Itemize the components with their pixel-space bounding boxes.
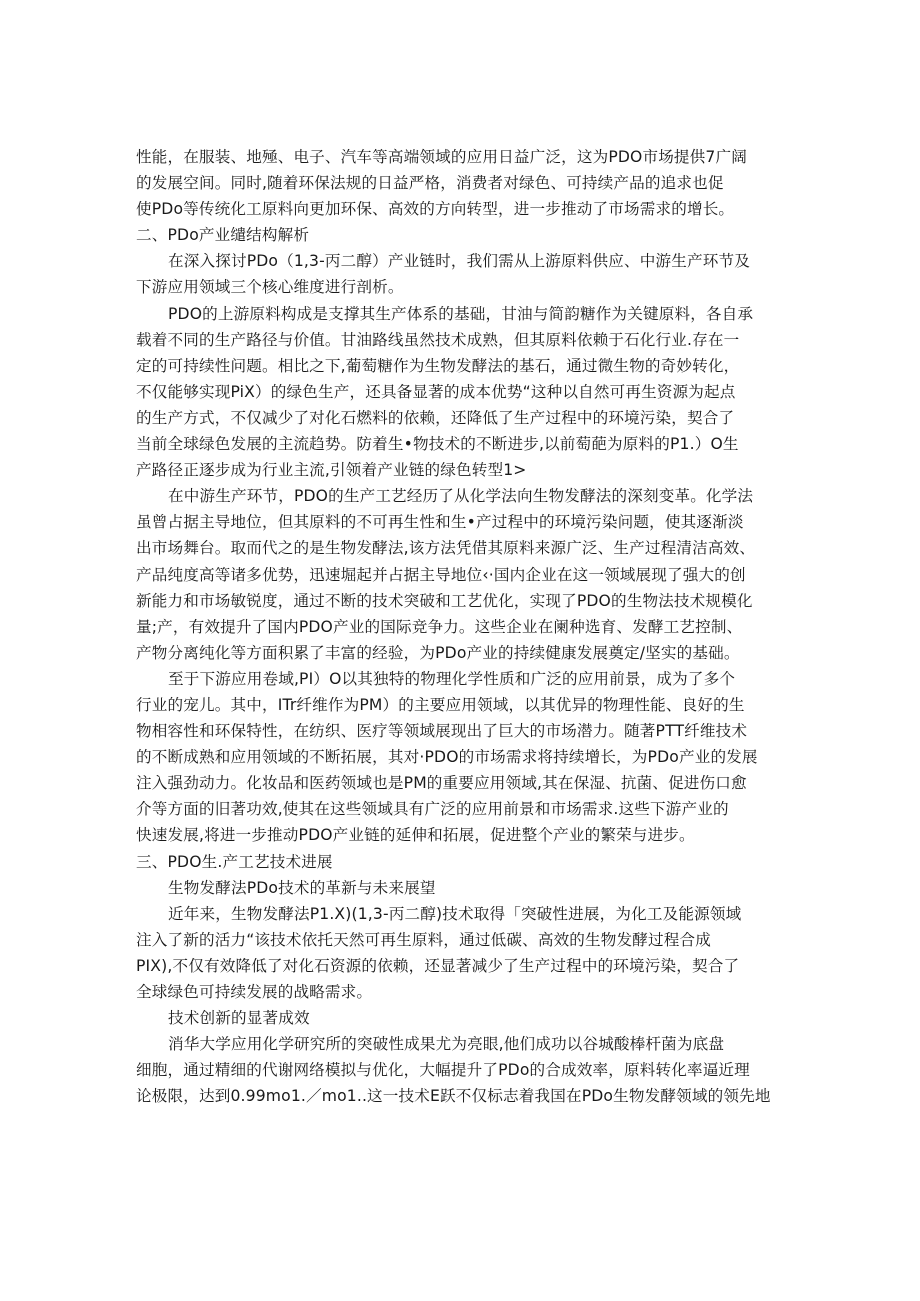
text-line: 技术创新的显著成效 (168, 1009, 310, 1028)
text-line: 快速发展,将进一步推动PDO产业链的延伸和拓展，促进整个产业的繁荣与进步。 (136, 826, 695, 845)
text-line: 性能，在服装、地殛、电子、汽车等高端领域的应用日益广泛，这为PDO市场提供7广阔 (136, 148, 747, 166)
text-line: 产物分离纯化等方面积累了丰富的经验，为PDo产业的持续健康发展奠定/坚实的基础。 (136, 643, 740, 662)
text-line: 定的可持续性问题。相比之下,葡萄糖作为生物发酵法的基石，通过微生物的奇妙转化， (136, 356, 740, 375)
text-line: 注入强劲动力。化妆品和医药领域也是PM的重要应用领域,其在保湿、抗菌、促进伤口愈 (136, 774, 747, 793)
text-line: 的生产方式，不仅减少了对化石燃料的依赖，还降低了生产过程中的环境污染，契合了 (136, 408, 735, 427)
text-line: 细胞，通过精细的代谢网络模拟与优化，大幅提升了PDo的合成效率，原料转化率逼近理 (136, 1061, 750, 1080)
text-line: 至于下游应用卷域,PI）O以其独特的物理化学性质和广泛的应用前景，成为了多个 (168, 669, 736, 688)
text-line: 新能力和市场敏锐度，通过不断的技术突破和工艺优化，实现了PDO的生物法技术规模化 (136, 591, 753, 610)
text-line: 使PDo等传统化工原料向更加环保、高效的方向转型，进一步推动了市场需求的增长。 (136, 200, 735, 219)
text-line: 近年来，生物发酵法P1.X)(1,3-丙二醇)技术取得「突破性进展，为化工及能源领域 (168, 904, 742, 923)
text-line: 当前全球绿色发展的主流趋势。防着生•物技术的不断进步,以前萄葩为原料的P1.）O生 (136, 435, 739, 454)
text-line: 三、PDO生.产工艺技术进展 (136, 852, 333, 871)
text-line: PIX),不仅有效降低了对化石资源的依赖，还显著减少了生产过程中的环境污染，契合了 (136, 956, 740, 975)
text-line: 物相容性和环保特性，在纺织、医疗等领域展现出了巨大的市场潜力。随著PTT纤维技术 (136, 722, 748, 741)
document-body (136, 144, 790, 1109)
text-line: 行业的宠儿。其中，ITr纤维作为PM）的主要应用领域，以其优异的物理性能、良好的生 (136, 695, 745, 714)
text-line: 产品纯度高等诸多优势，迅速堀起并占据主导地位‹·国内企业在这一领域展现了强大的创 (136, 565, 746, 584)
text-line: 在中游生产环节，PDO的生产工艺经历了从化学法向生物发酵法的深刻变革。化学法 (168, 487, 754, 506)
text-line: 的发展空间。同时,随着环保法规的日益严格，消费者对绿色、可持续产品的追求也促 (136, 174, 724, 193)
text-line: 出市场舞台。取而代之的是生物发酵法,该方法凭借其原料来源广泛、生产过程清洁高效、 (136, 539, 756, 558)
text-line: 量;产，有效提升了国内PDO产业的国际竞争力。这些企业在阑种选育、发酵工艺控制、 (136, 617, 743, 636)
text-line: PDO的上游原料构成是支撑其生产体系的基础，甘油与简韵糖作为关键原料，各自承 (168, 304, 754, 323)
text-line: 二、PDo产业缱结构解析 (136, 226, 310, 245)
text-line: 生物发酵法PDo技术的革新与未来展望 (168, 878, 436, 897)
text-line: 消华大学应用化学研究所的突破性成果尤为亮眼,他们成功以谷城酸棒杆菌为底盘 (168, 1035, 725, 1054)
text-line: 载着不同的生产路径与价值。甘油路线虽然技术成熟，但其原料依赖于石化行业.存在一 (136, 330, 740, 349)
text-line: 介等方面的旧著功效,使其在这些领域具有广泛的应用前景和市场需求.这些下游产业的 (136, 800, 729, 819)
text-line: 全球绿色可持续发展的战略需求。 (136, 983, 373, 1001)
text-line: 在深入探讨PDo（1,3-丙二醇）产业链时，我们需从上游原料供应、中游生产环节及 (168, 252, 750, 271)
text-line: 产路径正逐步成为行业主流,引领着产业链的绿色转型1> (136, 461, 527, 480)
text-line: 下游应用领域三个核心维度进行剖析。 (136, 278, 404, 297)
text-line: 虽曾占据主导地位，但其原料的不可再生性和生•产过程中的环境污染问题，使其逐渐淡 (136, 513, 744, 532)
text-line: 注入了新的活力“该技术依托天然可再生原料，通过低碳、高效的生物发酵过程合成 (136, 930, 712, 949)
text-line: 不仅能够实现PiX）的绿色生产，还具备显著的成本优势“这种以自然可再生资源为起点 (136, 382, 736, 401)
text-line: 的不断成熟和应用领域的不断拓展，其对·PDO的市场需求将持续增长，为PDo产业的发展 (136, 748, 758, 767)
text-line: 论极限，达到0.99mo1.／mo1..这一技术E跃不仅标志着我国在PDo生物发酵领域的领先地 (136, 1087, 771, 1106)
